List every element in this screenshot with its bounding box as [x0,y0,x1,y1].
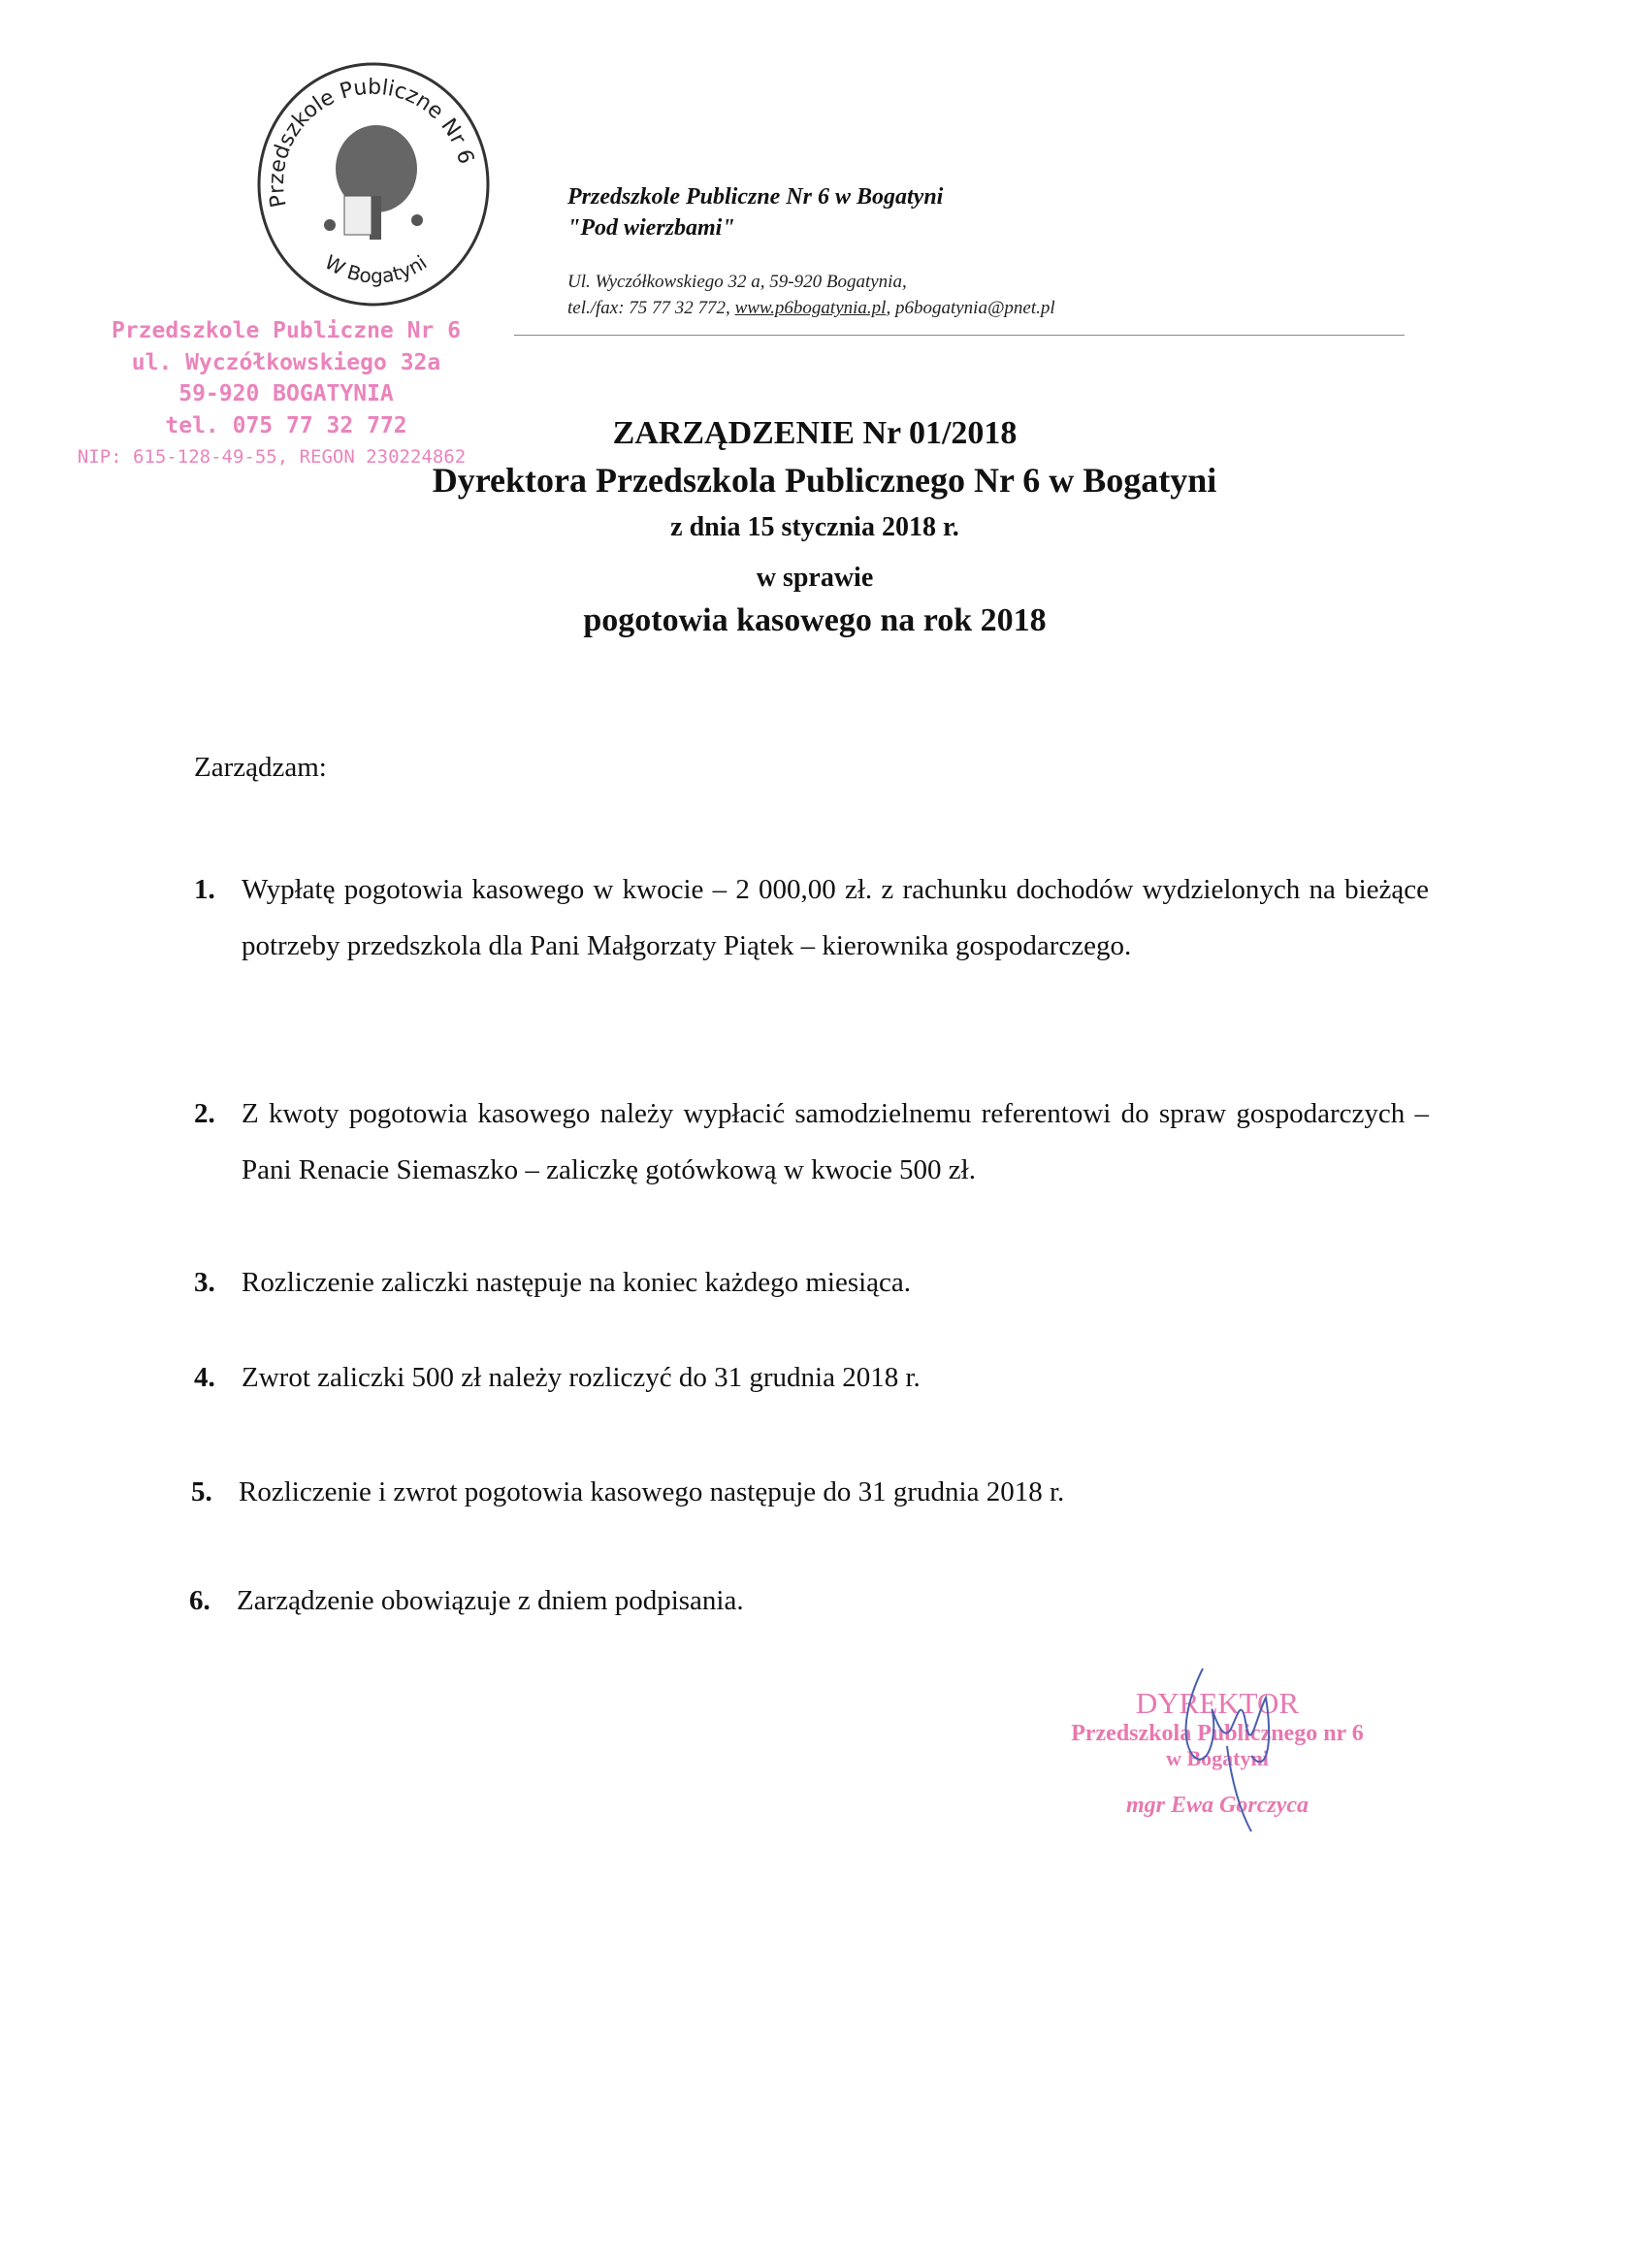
document-issuer: Dyrektora Przedszkola Publicznego Nr 6 w Bogatyni [432,461,1217,500]
list-item: 2. Z kwoty pogotowia kasowego należy wypłacić samodzielnemu referentowi do spraw gospodarczych – Pani Renacie Siemaszko – zaliczkę gotówkową w kwocie 500 zł. [194,1098,1429,1185]
letterhead-contact: tel./fax: 75 77 32 772, www.p6bogatynia.pl, p6bogatynia@pnet.pl [567,298,1055,318]
address-stamp-line: ul. Wyczółkowskiego 32a [131,350,441,375]
list-item: 4. Zwrot zaliczki 500 zł należy rozliczyć do 31 grudnia 2018 r. [194,1362,921,1393]
letterhead-address: Ul. Wyczółkowskiego 32 a, 59-920 Bogatynia, [567,272,907,292]
list-item: 1. Wypłatę pogotowia kasowego w kwocie – 2 000,00 zł. z rachunku dochodów wydzielonych na bieżące potrzeby przedszkola dla Pani Małgorzaty Piątek – kierownika gospodarczego. [194,874,1429,961]
svg-text:W Bogatyni: W Bogatyni [320,249,432,288]
website-link[interactable]: www.p6bogatynia.pl [734,298,887,318]
document-date: z dnia 15 stycznia 2018 r. [670,512,959,542]
signature-stamp-place: w Bogatyni [1166,1746,1269,1770]
round-seal [247,60,500,312]
list-item: 5. Rozliczenie i zwrot pogotowia kasowego następuje do 31 grudnia 2018 r. [191,1476,1065,1507]
address-stamp-line: 59-920 BOGATYNIA [178,381,394,406]
document-re: w sprawie [756,563,874,593]
svg-text:Przedszkole Publiczne Nr 6: Przedszkole Publiczne Nr 6 [264,75,478,210]
list-item: 3. Rozliczenie zaliczki następuje na koniec każdego miesiąca. [194,1267,912,1298]
letterhead-motto: "Pod wierzbami" [567,215,735,241]
list-item: 6. Zarządzenie obowiązuje z dniem podpisania. [189,1585,744,1616]
document-subject: pogotowia kasowego na rok 2018 [583,602,1047,638]
document-title: ZARZĄDZENIE Nr 01/2018 [612,415,1018,451]
signature-stamp-name: mgr Ewa Gorczyca [1126,1793,1309,1818]
intro-text: Zarządzam: [194,752,327,783]
letterhead-name: Przedszkole Publiczne Nr 6 w Bogatyni [567,184,944,210]
letterhead-divider [514,335,1405,336]
signature-stamp-role: DYREKTOR [1135,1686,1300,1720]
address-stamp-line: NIP: 615-128-49-55, REGON 230224862 [77,446,467,468]
address-stamp-line: Przedszkole Publiczne Nr 6 [111,318,462,343]
handwritten-signature [1159,1659,1305,1843]
signature-stamp-org: Przedszkola Publicznego nr 6 [1071,1721,1364,1746]
address-stamp-line: tel. 075 77 32 772 [165,413,407,438]
